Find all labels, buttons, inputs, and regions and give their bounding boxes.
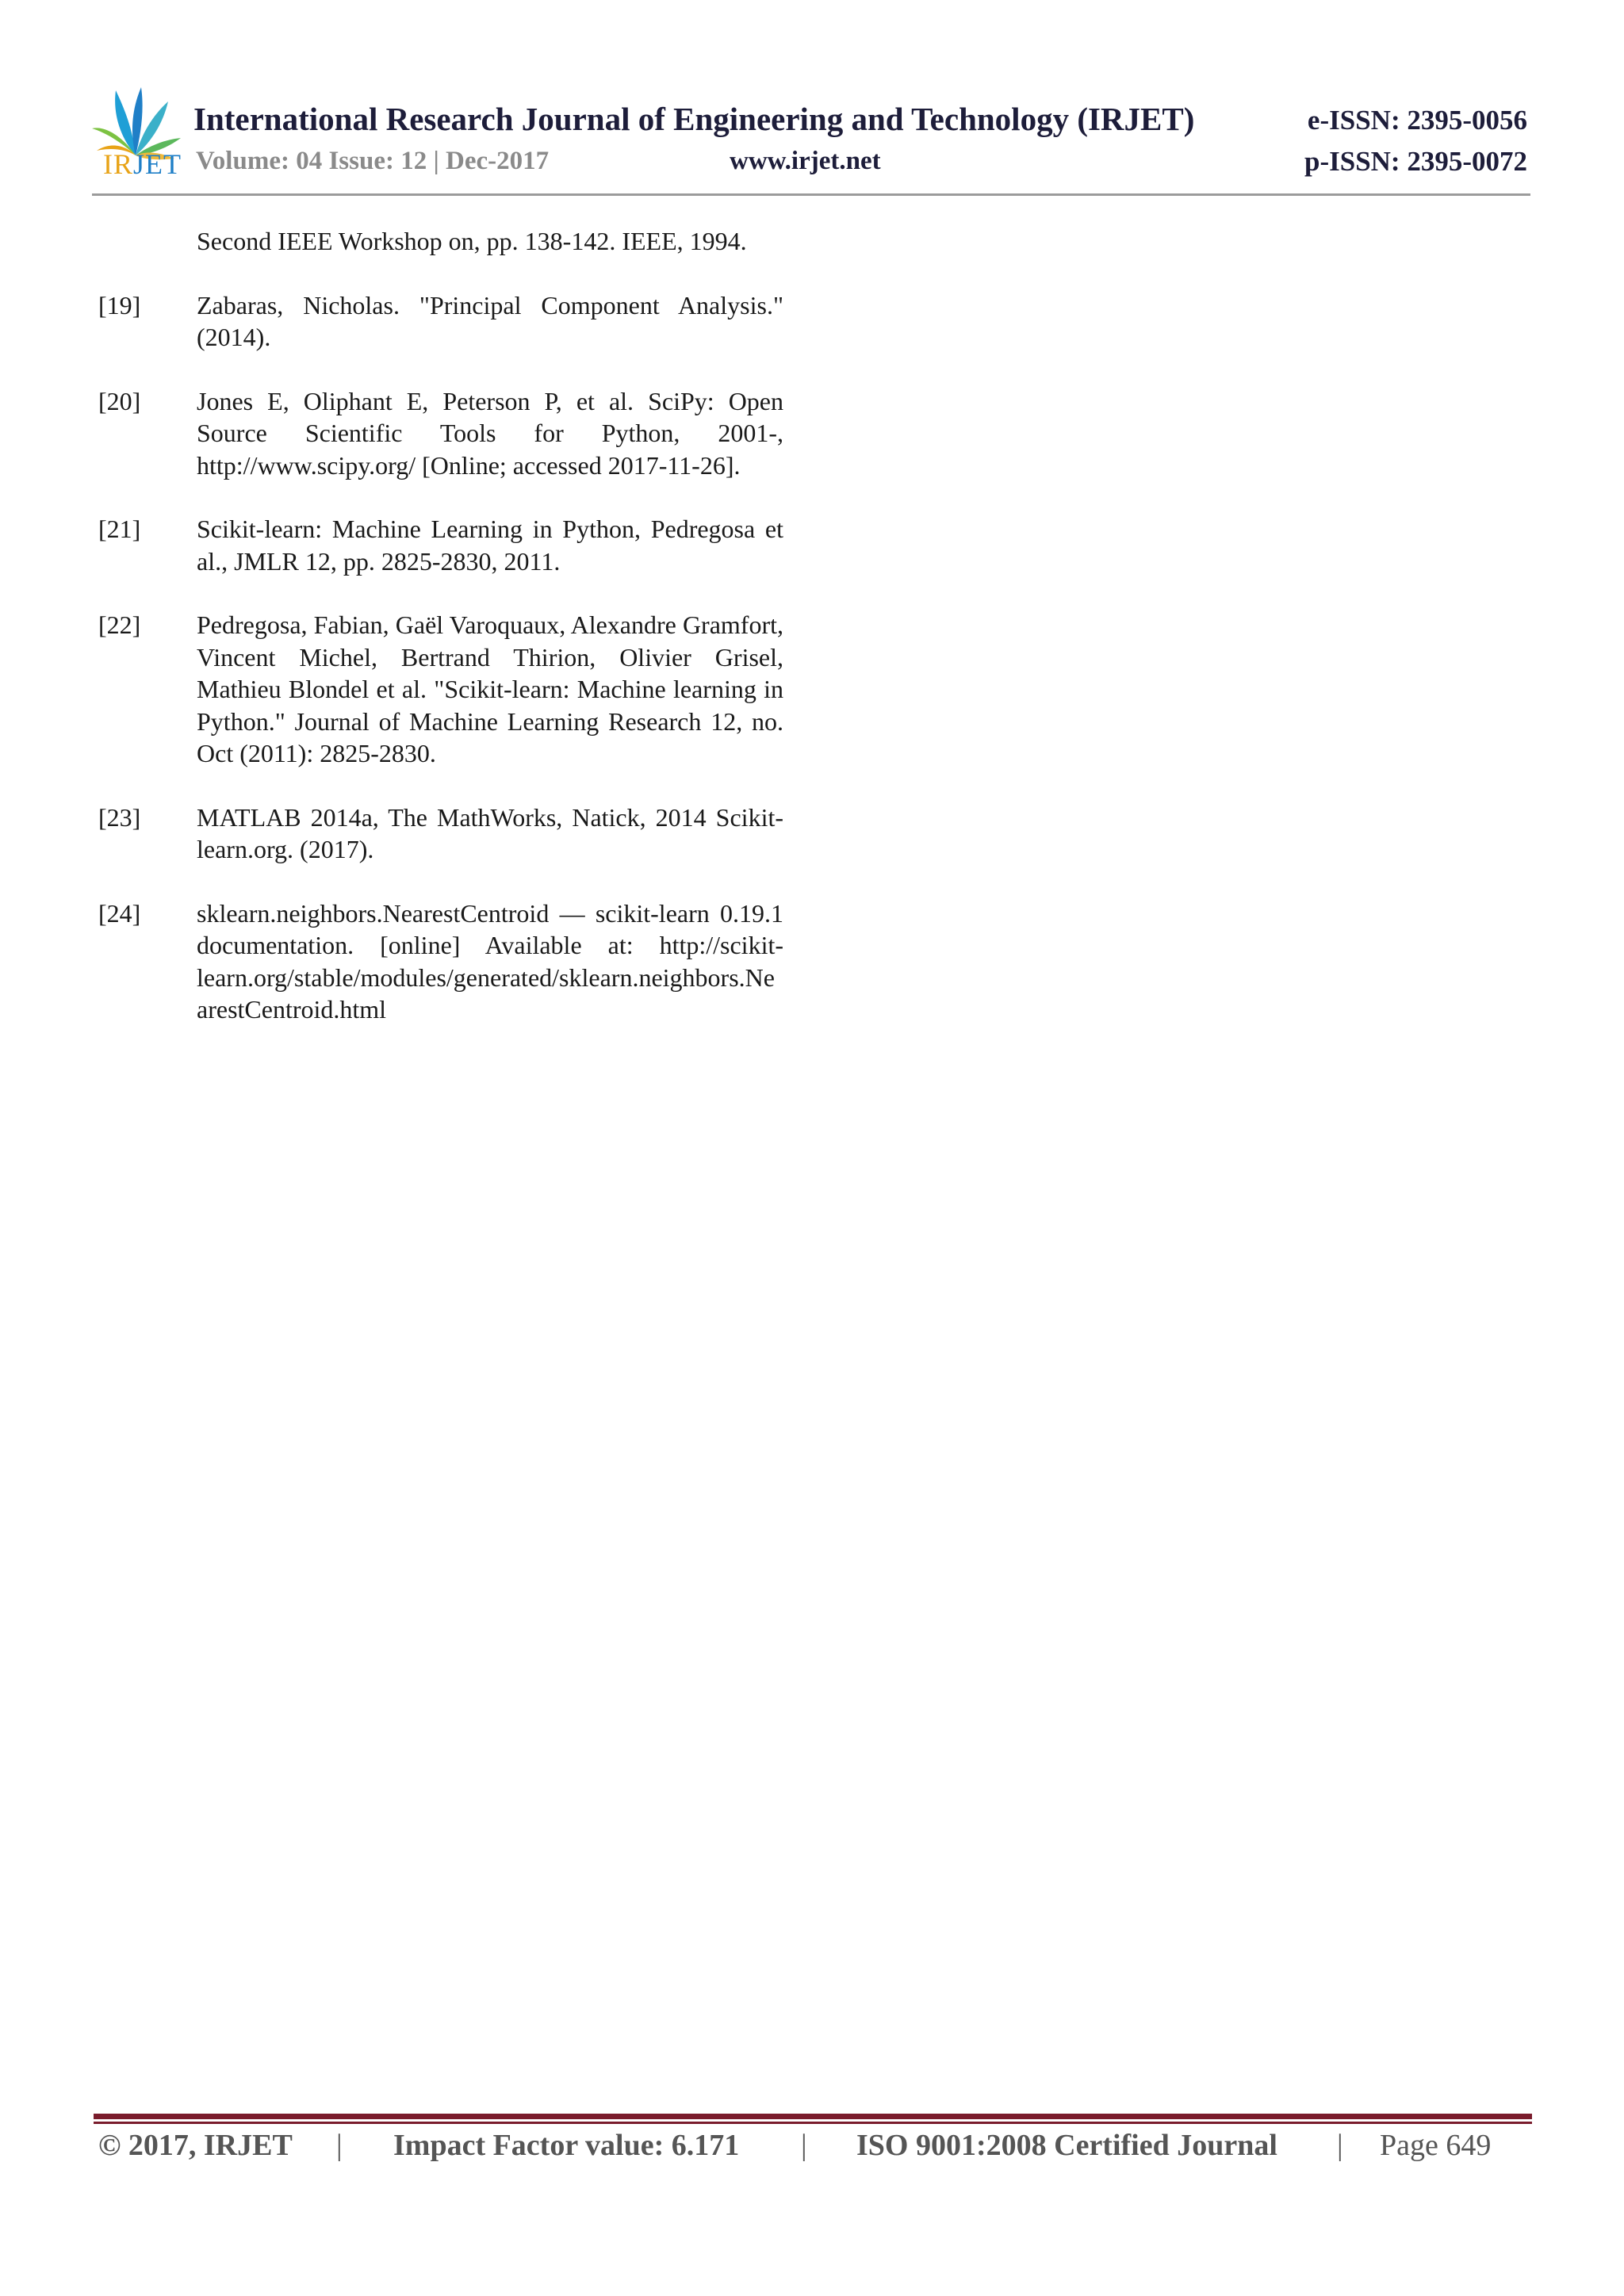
reference-item (98, 609, 783, 770)
reference-text: Pedregosa, Fabian, Gaël Varoquaux, Alexandre Gramfort, Vincent Michel, Bertrand Thirion, Olivier Grisel, Mathieu Blondel et al. "Scikit-learn: Machine learning in Python." Journal of Machine Learning Research 12, no. Oct (2011): 2825-2830. (197, 610, 783, 767)
reference-item (98, 385, 783, 482)
reference-continuation: Second IEEE Workshop on, pp. 138-142. IEEE, 1994. (197, 227, 747, 255)
footer-divider-thin (94, 2122, 1532, 2124)
reference-text: MATLAB 2014a, The MathWorks, Natick, 2014 Scikit-learn.org. (2017). (197, 802, 783, 863)
reference-item (98, 289, 783, 354)
reference-number: [24] (98, 898, 141, 928)
reference-text: sklearn.neighbors.NearestCentroid — scikit-learn 0.19.1 documentation. [online] Available at: http://scikit-learn.org/stable/modules/generated/sklearn.neighbors.NearestCentroid.html (197, 898, 783, 1024)
e-issn: e-ISSN: 2395-0056 (1307, 105, 1527, 136)
volume-issue: Volume: 04 Issue: 12 | Dec-2017 (196, 147, 550, 175)
footer-separator: | (801, 2129, 807, 2162)
journal-title: International Research Journal of Engineering and Technology (IRJET) (193, 101, 1195, 137)
reference-number: [20] (98, 386, 141, 415)
reference-text: Scikit-learn: Machine Learning in Python, Pedregosa et al., JMLR 12, pp. 2825-2830, 2011. (197, 515, 783, 576)
page-footer (98, 2128, 1494, 2169)
reference-list (98, 225, 783, 1058)
footer-impact-factor: Impact Factor value: 6.171 (393, 2129, 740, 2162)
footer-divider-thick (94, 2114, 1532, 2119)
reference-number: [19] (98, 290, 141, 320)
reference-item (98, 802, 783, 866)
logo-wordmark: IRJET (103, 148, 182, 180)
footer-iso-certification: ISO 9001:2008 Certified Journal (856, 2129, 1277, 2162)
footer-separator: | (1337, 2129, 1343, 2162)
footer-separator: | (336, 2129, 343, 2162)
reference-number: [22] (98, 610, 141, 639)
footer-copyright: © 2017, IRJET (98, 2129, 293, 2162)
reference-text: Zabaras, Nicholas. "Principal Component Analysis."(2014). (197, 290, 783, 351)
header-divider (92, 193, 1530, 196)
reference-item (98, 513, 783, 577)
journal-website-link[interactable]: www.irjet.net (730, 147, 881, 175)
reference-number: [21] (98, 515, 141, 543)
reference-text: Jones E, Oliphant E, Peterson P, et al. SciPy: Open Source Scientific Tools for Python, 2001-, http://www.scipy.org/ [Online; accessed 2017-11-26]. (197, 386, 783, 480)
footer-page-number: Page 649 (1380, 2129, 1492, 2162)
reference-item (98, 897, 783, 1026)
p-issn: p-ISSN: 2395-0072 (1304, 146, 1527, 177)
reference-number: [23] (98, 802, 141, 832)
